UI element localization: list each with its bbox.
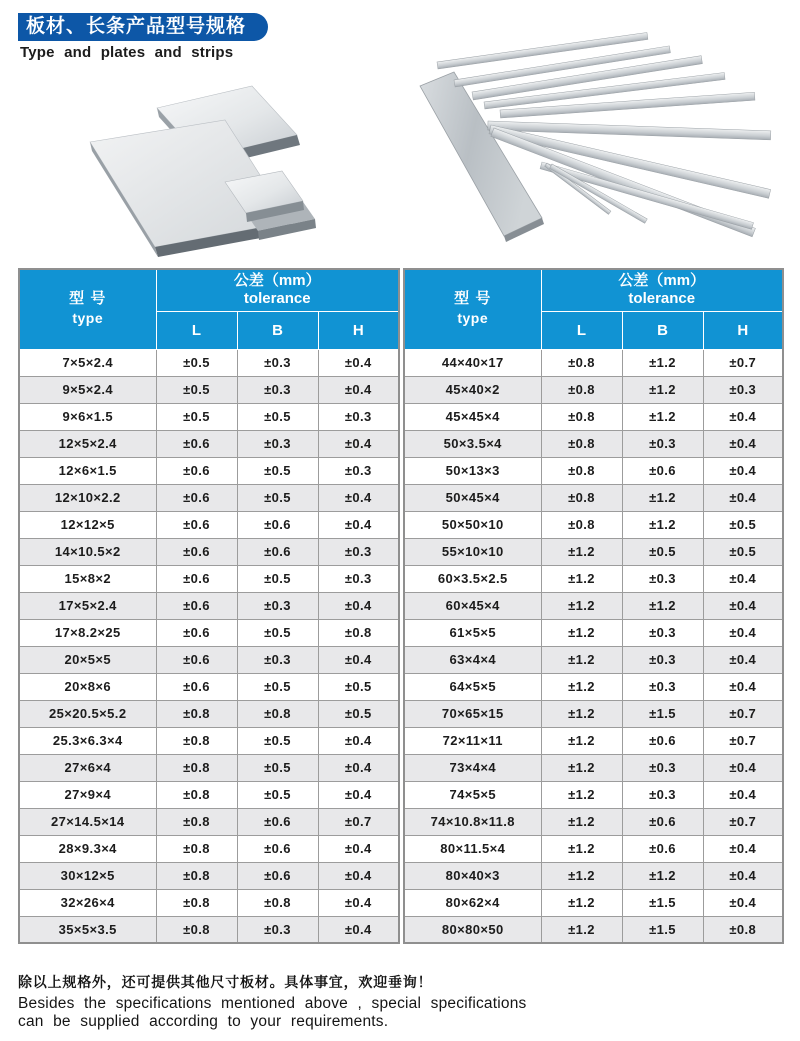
model-cell: 73×4×4: [404, 754, 541, 781]
tolerance-cell: ±0.4: [703, 781, 783, 808]
tolerance-cell: ±0.5: [237, 619, 318, 646]
tolerance-cell: ±0.3: [622, 673, 703, 700]
tolerance-cell: ±1.2: [622, 511, 703, 538]
table-row: [404, 538, 783, 565]
model-cell: 17×5×2.4: [19, 592, 156, 619]
table-row: [19, 538, 399, 565]
tolerance-cell: ±0.4: [703, 862, 783, 889]
table-row: [19, 376, 399, 403]
model-cell: 74×10.8×11.8: [404, 808, 541, 835]
model-cell: 14×10.5×2: [19, 538, 156, 565]
tolerance-cell: ±1.2: [622, 862, 703, 889]
tolerance-cell: ±0.4: [318, 646, 399, 673]
table-row: [404, 835, 783, 862]
table-row: [404, 673, 783, 700]
model-cell: 25.3×6.3×4: [19, 727, 156, 754]
tolerance-cell: ±0.8: [541, 430, 622, 457]
tolerance-cell: ±0.8: [156, 889, 237, 916]
tolerance-cell: ±0.8: [541, 403, 622, 430]
model-cell: 50×50×10: [404, 511, 541, 538]
page-subtitle: Type and plates and strips: [20, 44, 234, 61]
tolerance-cell: ±0.4: [703, 403, 783, 430]
tolerance-cell: ±0.8: [541, 511, 622, 538]
tolerance-label-zh: 公差（mm）: [618, 271, 706, 289]
tolerance-cell: ±1.5: [622, 700, 703, 727]
tolerance-cell: ±0.3: [318, 403, 399, 430]
tolerance-cell: ±0.3: [237, 916, 318, 943]
table-row: [404, 916, 783, 943]
tolerance-cell: ±0.8: [541, 376, 622, 403]
model-cell: 7×5×2.4: [19, 349, 156, 376]
table-row: [19, 565, 399, 592]
tolerance-cell: ±0.6: [237, 808, 318, 835]
tolerance-cell: ±0.3: [237, 430, 318, 457]
tolerance-cell: ±1.2: [622, 484, 703, 511]
table-row: [19, 862, 399, 889]
model-cell: 12×12×5: [19, 511, 156, 538]
tolerance-cell: ±0.3: [703, 376, 783, 403]
tolerance-cell: ±0.4: [703, 430, 783, 457]
spec-table-right-body: [404, 349, 783, 943]
model-cell: 50×3.5×4: [404, 430, 541, 457]
table-row: [19, 457, 399, 484]
tolerance-cell: ±0.6: [622, 808, 703, 835]
tolerance-cell: ±0.4: [318, 754, 399, 781]
table-row: [404, 457, 783, 484]
model-cell: 80×62×4: [404, 889, 541, 916]
tolerance-cell: ±0.6: [156, 646, 237, 673]
model-cell: 74×5×5: [404, 781, 541, 808]
page-title: 板材、长条产品型号规格: [26, 16, 247, 37]
tolerance-cell: ±0.6: [156, 511, 237, 538]
table-row: [19, 727, 399, 754]
tolerance-cell: ±0.4: [318, 484, 399, 511]
tolerance-cell: ±0.6: [156, 592, 237, 619]
tolerance-cell: ±1.2: [622, 376, 703, 403]
model-cell: 20×5×5: [19, 646, 156, 673]
tolerance-cell: ±1.2: [541, 538, 622, 565]
model-cell: 25×20.5×5.2: [19, 700, 156, 727]
column-header-type: [404, 269, 541, 349]
tolerance-cell: ±0.3: [318, 457, 399, 484]
tolerance-cell: ±1.2: [541, 565, 622, 592]
tolerance-cell: ±1.2: [541, 727, 622, 754]
model-cell: 9×5×2.4: [19, 376, 156, 403]
model-cell: 20×8×6: [19, 673, 156, 700]
model-cell: 28×9.3×4: [19, 835, 156, 862]
tolerance-cell: ±0.3: [318, 565, 399, 592]
column-header-tolerance: [156, 269, 399, 311]
table-row: [404, 700, 783, 727]
model-cell: 12×6×1.5: [19, 457, 156, 484]
model-cell: 9×6×1.5: [19, 403, 156, 430]
tolerance-cell: ±1.2: [541, 700, 622, 727]
tolerance-cell: ±0.8: [541, 349, 622, 376]
tolerance-cell: ±0.4: [703, 565, 783, 592]
model-cell: 72×11×11: [404, 727, 541, 754]
tolerance-cell: ±0.5: [156, 349, 237, 376]
table-row: [19, 349, 399, 376]
column-header-l: L: [156, 311, 237, 349]
tolerance-label-zh: 公差（mm）: [233, 271, 321, 289]
table-row: [19, 781, 399, 808]
tolerance-label-en: tolerance: [243, 290, 311, 308]
tolerance-cell: ±0.5: [156, 376, 237, 403]
type-label-zh: 型 号: [454, 290, 492, 307]
tolerance-cell: ±0.3: [622, 430, 703, 457]
table-row: [404, 565, 783, 592]
tolerance-label-en: tolerance: [628, 290, 696, 308]
tolerance-cell: ±0.7: [318, 808, 399, 835]
tolerance-cell: ±0.4: [703, 889, 783, 916]
table-row: [404, 619, 783, 646]
model-cell: 27×6×4: [19, 754, 156, 781]
column-header-b: B: [237, 311, 318, 349]
tolerance-cell: ±0.3: [237, 592, 318, 619]
tolerance-cell: ±0.4: [318, 376, 399, 403]
model-cell: 45×40×2: [404, 376, 541, 403]
tolerance-cell: ±0.5: [237, 673, 318, 700]
table-row: [404, 646, 783, 673]
table-row: [404, 484, 783, 511]
model-cell: 45×45×4: [404, 403, 541, 430]
tolerance-cell: ±0.4: [703, 457, 783, 484]
model-cell: 12×5×2.4: [19, 430, 156, 457]
model-cell: 27×9×4: [19, 781, 156, 808]
table-row: [404, 754, 783, 781]
model-cell: 15×8×2: [19, 565, 156, 592]
page-title-banner: [18, 13, 268, 41]
table-row: [19, 403, 399, 430]
tolerance-cell: ±0.5: [237, 484, 318, 511]
tolerance-cell: ±0.3: [622, 781, 703, 808]
model-cell: 80×80×50: [404, 916, 541, 943]
tolerance-cell: ±0.6: [237, 538, 318, 565]
tolerance-cell: ±1.2: [541, 862, 622, 889]
tolerance-cell: ±0.8: [156, 916, 237, 943]
tolerance-cell: ±0.8: [541, 484, 622, 511]
type-label-en: type: [457, 310, 489, 327]
tolerance-cell: ±1.2: [541, 916, 622, 943]
tolerance-cell: ±1.2: [541, 673, 622, 700]
footer-note-zh: 除以上规格外，还可提供其他尺寸板材。具体事宜，欢迎垂询！: [18, 974, 433, 990]
table-row: [404, 403, 783, 430]
model-cell: 60×45×4: [404, 592, 541, 619]
tolerance-cell: ±0.8: [237, 889, 318, 916]
model-cell: 63×4×4: [404, 646, 541, 673]
tolerance-cell: ±0.4: [318, 862, 399, 889]
tolerance-cell: ±0.3: [237, 349, 318, 376]
tolerance-cell: ±0.4: [318, 916, 399, 943]
column-header-h: H: [703, 311, 783, 349]
tolerance-cell: ±0.7: [703, 349, 783, 376]
tolerance-cell: ±0.5: [318, 700, 399, 727]
tolerance-cell: ±0.6: [156, 457, 237, 484]
tolerance-cell: ±0.8: [156, 835, 237, 862]
table-row: [404, 862, 783, 889]
tolerance-cell: ±1.5: [622, 889, 703, 916]
tolerance-cell: ±1.2: [622, 403, 703, 430]
tolerance-cell: ±1.2: [541, 646, 622, 673]
table-row: [404, 781, 783, 808]
tolerance-cell: ±0.8: [156, 700, 237, 727]
tolerance-cell: ±0.8: [156, 754, 237, 781]
column-header-b: B: [622, 311, 703, 349]
footer-note-en-line2: can be supplied according to your requirements.: [18, 1013, 389, 1030]
tolerance-cell: ±0.4: [703, 673, 783, 700]
model-cell: 32×26×4: [19, 889, 156, 916]
type-label-zh: 型 号: [69, 290, 107, 307]
tolerance-cell: ±0.7: [703, 727, 783, 754]
model-cell: 60×3.5×2.5: [404, 565, 541, 592]
tolerance-cell: ±0.4: [318, 889, 399, 916]
table-row: [404, 430, 783, 457]
footer-note-en-line1: Besides the specifications mentioned above , special specifications: [18, 995, 527, 1012]
tolerance-cell: ±0.8: [318, 619, 399, 646]
tolerance-cell: ±0.4: [318, 727, 399, 754]
spec-table-right: [403, 268, 784, 944]
column-header-h: H: [318, 311, 399, 349]
table-row: [19, 673, 399, 700]
tolerance-cell: ±0.5: [237, 781, 318, 808]
tolerance-cell: ±0.8: [156, 781, 237, 808]
tolerance-cell: ±0.3: [237, 646, 318, 673]
model-cell: 70×65×15: [404, 700, 541, 727]
tolerance-cell: ±0.3: [622, 619, 703, 646]
tolerance-cell: ±0.5: [237, 403, 318, 430]
tolerance-cell: ±0.4: [703, 835, 783, 862]
model-cell: 17×8.2×25: [19, 619, 156, 646]
tolerance-cell: ±0.5: [237, 565, 318, 592]
model-cell: 50×45×4: [404, 484, 541, 511]
tolerance-cell: ±0.4: [703, 754, 783, 781]
column-header-tolerance: [541, 269, 783, 311]
table-row: [19, 511, 399, 538]
table-row: [19, 754, 399, 781]
tolerance-cell: ±0.6: [237, 862, 318, 889]
tolerance-cell: ±0.5: [703, 511, 783, 538]
table-row: [19, 646, 399, 673]
tolerance-cell: ±0.4: [318, 430, 399, 457]
tolerance-cell: ±0.3: [237, 376, 318, 403]
table-row: [404, 808, 783, 835]
model-cell: 55×10×10: [404, 538, 541, 565]
tolerance-cell: ±1.2: [541, 889, 622, 916]
column-header-type: [19, 269, 156, 349]
footer-note: [18, 972, 780, 1031]
model-cell: 80×11.5×4: [404, 835, 541, 862]
tolerance-cell: ±0.5: [622, 538, 703, 565]
spec-table-left: [18, 268, 400, 944]
table-row: [19, 592, 399, 619]
plates-illustration: [60, 82, 380, 272]
table-row: [19, 430, 399, 457]
tolerance-cell: ±0.3: [622, 754, 703, 781]
model-cell: 12×10×2.2: [19, 484, 156, 511]
tolerance-cell: ±0.5: [156, 403, 237, 430]
model-cell: 44×40×17: [404, 349, 541, 376]
table-row: [404, 349, 783, 376]
tolerance-cell: ±0.5: [237, 754, 318, 781]
tolerance-cell: ±0.6: [622, 835, 703, 862]
tolerance-cell: ±1.2: [541, 808, 622, 835]
tolerance-cell: ±0.6: [156, 484, 237, 511]
tolerance-cell: ±1.2: [541, 592, 622, 619]
tolerance-cell: ±0.8: [703, 916, 783, 943]
tolerance-cell: ±0.6: [156, 430, 237, 457]
tolerance-cell: ±0.7: [703, 808, 783, 835]
table-row: [19, 808, 399, 835]
tolerance-cell: ±0.4: [318, 835, 399, 862]
tolerance-cell: ±0.4: [703, 619, 783, 646]
table-row: [404, 592, 783, 619]
table-row: [19, 916, 399, 943]
tolerance-cell: ±0.4: [703, 484, 783, 511]
tolerance-cell: ±0.8: [156, 862, 237, 889]
model-cell: 50×13×3: [404, 457, 541, 484]
tolerance-cell: ±0.4: [318, 781, 399, 808]
table-row: [404, 727, 783, 754]
tolerance-cell: ±0.5: [703, 538, 783, 565]
tolerance-cell: ±0.6: [622, 457, 703, 484]
type-label-en: type: [72, 310, 104, 327]
spec-table-left-body: [19, 349, 399, 943]
tolerance-cell: ±0.8: [156, 727, 237, 754]
table-row: [19, 619, 399, 646]
model-cell: 61×5×5: [404, 619, 541, 646]
tolerance-cell: ±0.6: [622, 727, 703, 754]
tolerance-cell: ±0.6: [156, 673, 237, 700]
tolerance-cell: ±0.3: [622, 646, 703, 673]
table-row: [19, 700, 399, 727]
table-row: [19, 889, 399, 916]
tolerance-cell: ±1.5: [622, 916, 703, 943]
tolerance-cell: ±0.6: [237, 835, 318, 862]
tolerance-cell: ±1.2: [541, 619, 622, 646]
column-header-l: L: [541, 311, 622, 349]
model-cell: 27×14.5×14: [19, 808, 156, 835]
tolerance-cell: ±1.2: [541, 835, 622, 862]
model-cell: 80×40×3: [404, 862, 541, 889]
strips-illustration: [392, 22, 797, 252]
model-cell: 35×5×3.5: [19, 916, 156, 943]
tolerance-cell: ±0.8: [237, 700, 318, 727]
tolerance-cell: ±0.8: [541, 457, 622, 484]
table-row: [404, 376, 783, 403]
table-row: [19, 835, 399, 862]
tolerance-cell: ±0.5: [237, 457, 318, 484]
table-row: [404, 889, 783, 916]
tolerance-cell: ±1.2: [541, 781, 622, 808]
tolerance-cell: ±0.7: [703, 700, 783, 727]
tolerance-cell: ±0.6: [156, 538, 237, 565]
tolerance-cell: ±0.4: [703, 646, 783, 673]
tolerance-cell: ±1.2: [541, 754, 622, 781]
tolerance-cell: ±1.2: [622, 592, 703, 619]
tolerance-cell: ±0.6: [237, 511, 318, 538]
tolerance-cell: ±0.3: [622, 565, 703, 592]
tolerance-cell: ±0.4: [318, 349, 399, 376]
plates-photo: [60, 82, 380, 272]
table-row: [404, 511, 783, 538]
tolerance-cell: ±0.5: [318, 673, 399, 700]
tolerance-cell: ±0.3: [318, 538, 399, 565]
strips-photo: [392, 22, 797, 252]
model-cell: 64×5×5: [404, 673, 541, 700]
tolerance-cell: ±0.8: [156, 808, 237, 835]
tolerance-cell: ±0.4: [318, 592, 399, 619]
tolerance-cell: ±0.4: [703, 592, 783, 619]
model-cell: 30×12×5: [19, 862, 156, 889]
table-row: [19, 484, 399, 511]
tolerance-cell: ±1.2: [622, 349, 703, 376]
tolerance-cell: ±0.4: [318, 511, 399, 538]
tolerance-cell: ±0.6: [156, 565, 237, 592]
tolerance-cell: ±0.5: [237, 727, 318, 754]
tolerance-cell: ±0.6: [156, 619, 237, 646]
